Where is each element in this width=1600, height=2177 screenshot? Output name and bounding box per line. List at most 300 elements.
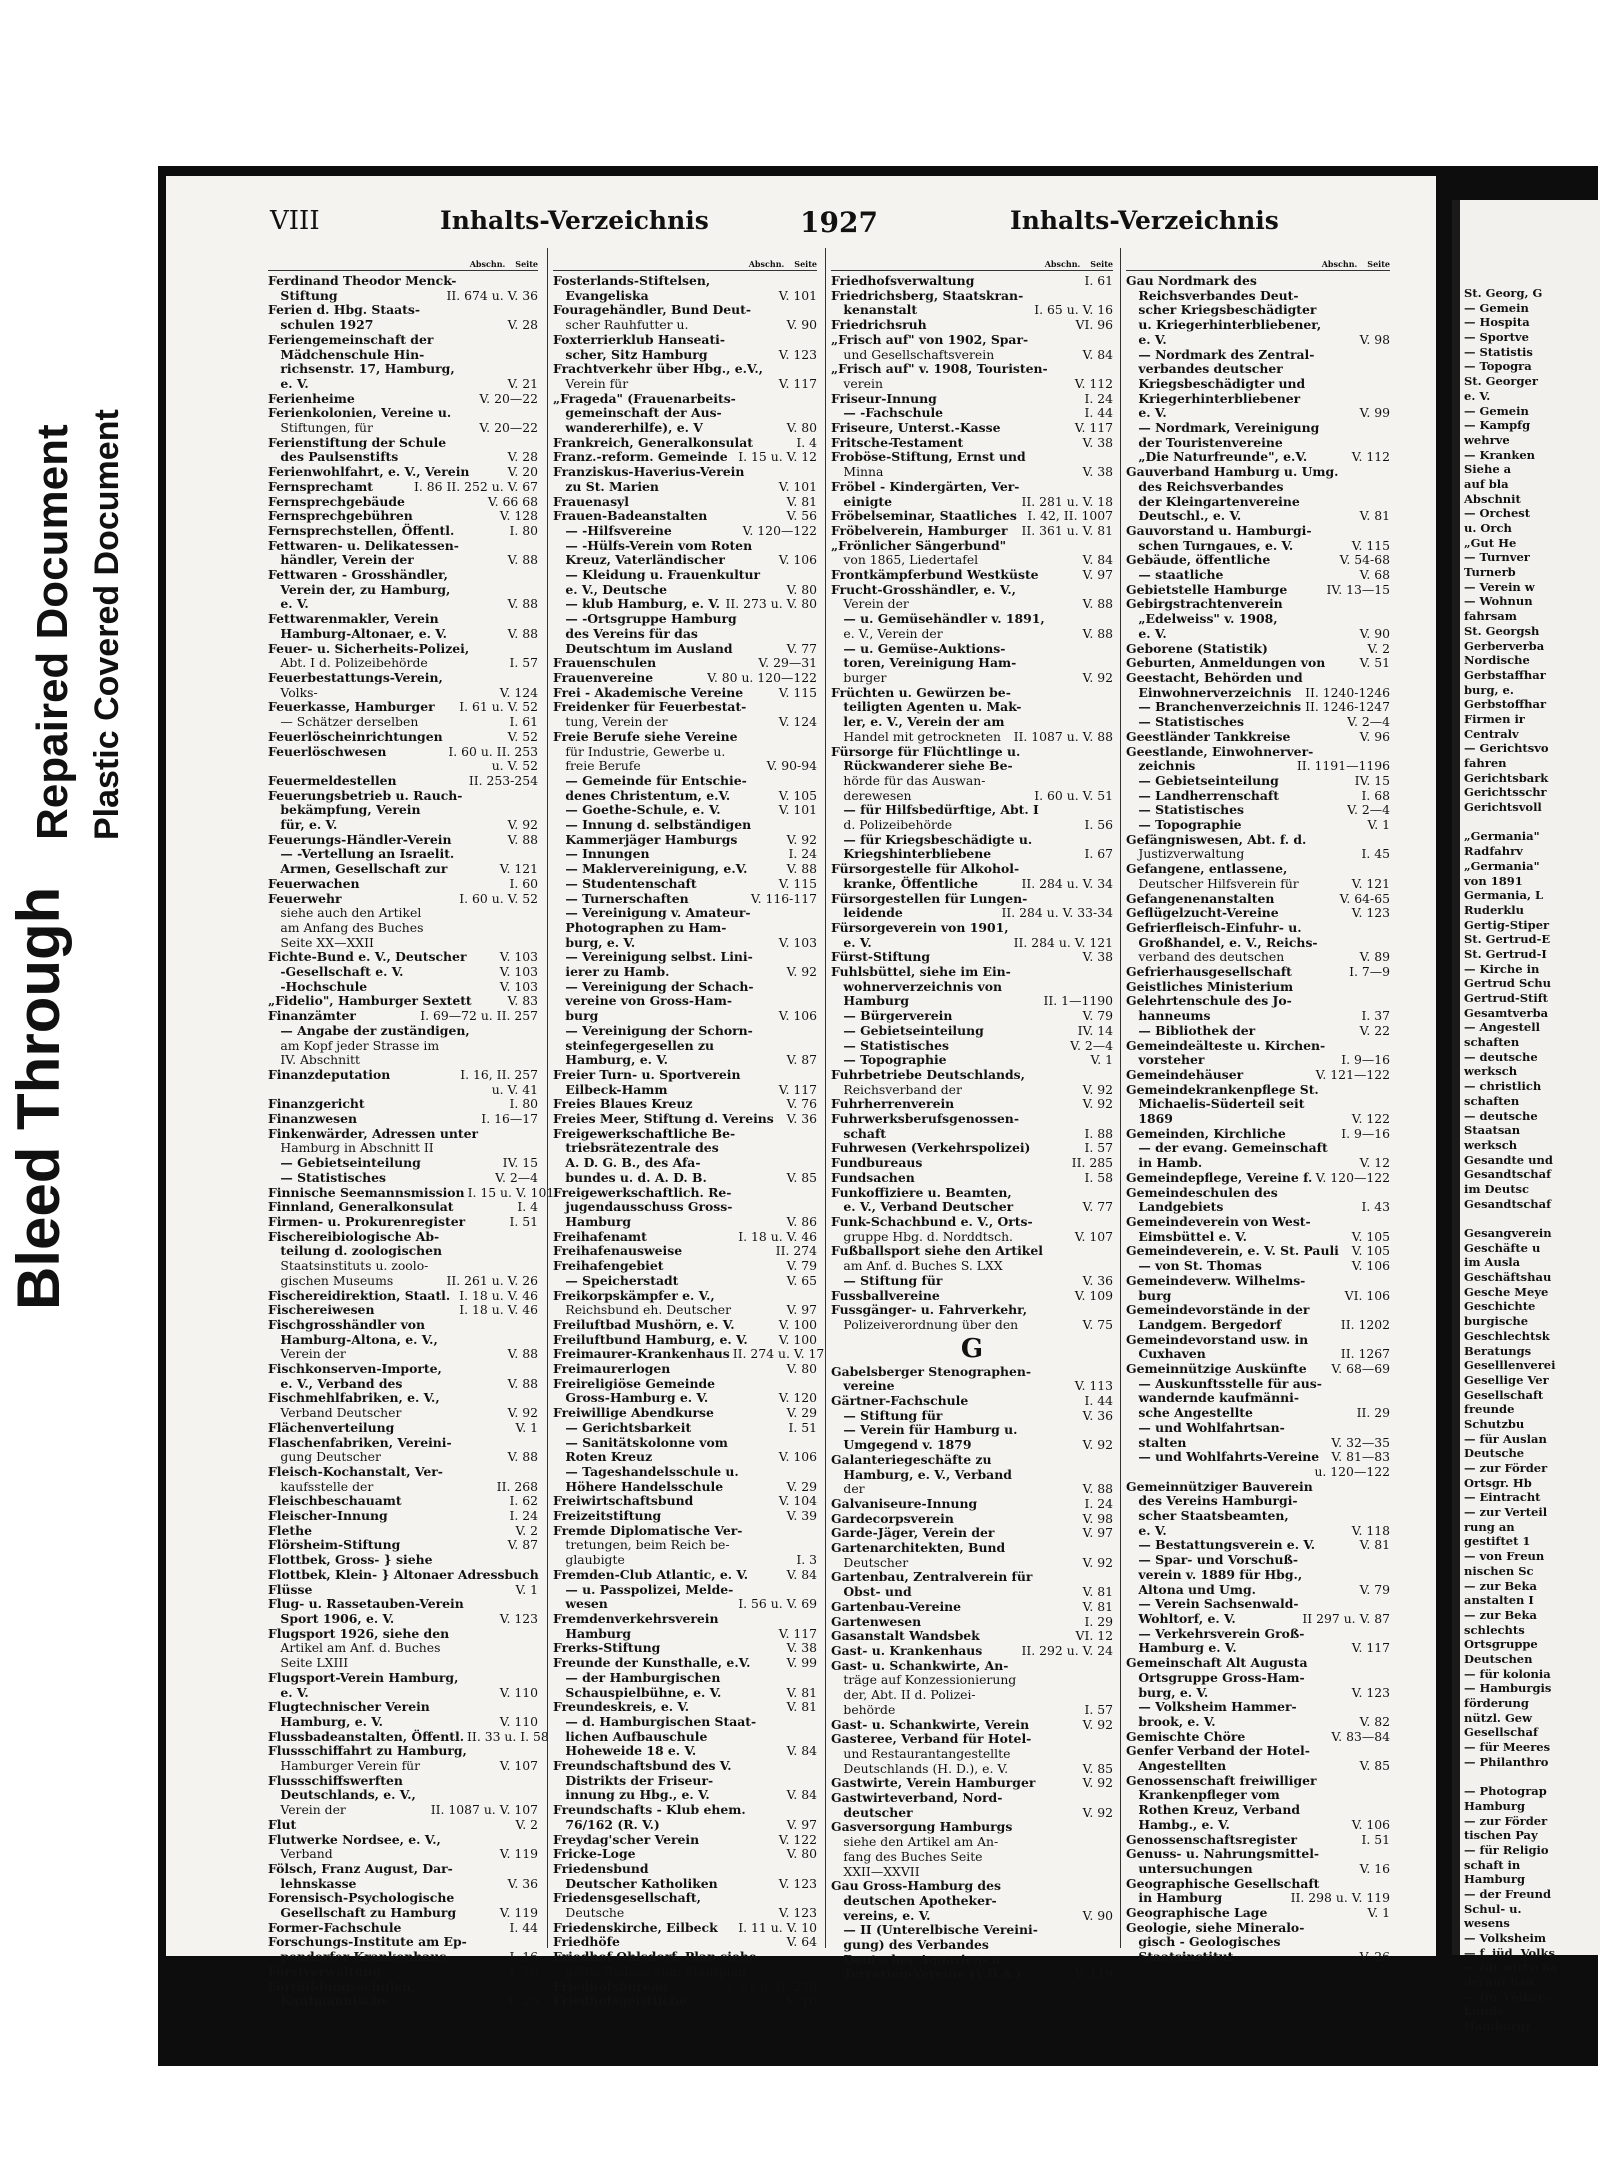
index-entry-reference: V. 92	[1082, 1804, 1113, 1820]
index-entry-term: — für Kriegsbeschädigte u.	[831, 831, 1033, 847]
adjacent-page-line: — Sportve	[1464, 330, 1529, 345]
index-entry-reference: I. 16	[509, 1949, 538, 1965]
index-entry	[1126, 1039, 1390, 1054]
index-entry	[553, 303, 817, 318]
index-entry	[1126, 1583, 1390, 1598]
index-entry	[268, 745, 538, 760]
index-entry-term: -Gesellschaft e. V.	[268, 964, 404, 980]
index-entry	[1126, 1333, 1390, 1348]
index-entry-term: Frachtverkehr über Hbg., e.V.,	[553, 361, 763, 377]
index-entry-term: — Vereinigung der Schach-	[553, 978, 754, 994]
index-entry-term: Großhandel, e. V., Reichs-	[1126, 934, 1318, 950]
column-rule	[547, 248, 548, 1948]
index-entry	[268, 1877, 538, 1892]
index-entry	[268, 950, 538, 965]
index-entry	[1126, 1127, 1390, 1142]
adjacent-page-line: wesens	[1464, 1916, 1510, 1931]
adjacent-page-line: u. Orch	[1464, 521, 1512, 535]
index-entry	[1126, 1612, 1390, 1627]
index-entry-term: Hamburg, e. V., Verband	[831, 1466, 1012, 1482]
index-entry-reference: I. 15 u. V. 12	[738, 449, 817, 465]
index-entry	[831, 1215, 1113, 1230]
index-entry-reference: V. 120	[778, 1390, 817, 1406]
index-entry	[831, 1200, 1113, 1215]
index-entry-term: Feuerlöscheinrichtungen	[268, 728, 443, 744]
index-entry-reference: V. 123	[778, 1905, 817, 1921]
index-entry-term: burg, e. V.	[553, 934, 636, 950]
index-entry-term: Rückwanderer siehe Be-	[831, 758, 1013, 774]
index-entry	[1126, 1494, 1390, 1509]
index-entry	[268, 480, 538, 495]
index-entry	[831, 1747, 1113, 1762]
adjacent-page-line: Gerichtsvoll	[1464, 800, 1542, 815]
index-entry-reference: I. 16—17	[481, 1111, 538, 1127]
index-entry-term: in Hamburg	[1126, 1890, 1223, 1906]
index-entry-term: Fuhrwesen (Verkehrspolizei)	[831, 1140, 1031, 1156]
index-entry-term: Former-Fachschule	[268, 1919, 402, 1935]
index-entry	[1126, 1671, 1390, 1686]
index-entry-term: Obst- und	[831, 1584, 912, 1600]
index-entry	[553, 980, 817, 995]
index-entry-term: der Touristenvereine	[1126, 434, 1283, 450]
index-entry-term: Evangeliska	[553, 287, 649, 303]
index-entry-reference: I. 56 u. V. 69	[738, 1596, 817, 1612]
adjacent-page-line: — Orchest	[1464, 506, 1531, 521]
index-entry	[268, 656, 538, 671]
index-entry-term: Gast- u. Schankwirte, Verein	[831, 1716, 1030, 1732]
index-entry-term: Kaufmännische	[268, 1993, 389, 2009]
index-entry	[268, 1774, 538, 1789]
index-entry	[268, 1274, 538, 1289]
index-entry-term: Gesellschaft zu Hamburg	[268, 1905, 457, 1921]
adjacent-page-line: Firmen ir	[1464, 711, 1525, 726]
index-entry-reference: I. 60 u. V. 51	[1034, 787, 1113, 803]
index-entry-reference: I. 65 u. V. 16	[1034, 302, 1113, 318]
index-entry-term: Friedhofsbureau	[553, 1978, 669, 1994]
index-entry-term: Gemeinnütziger Bauverein	[1126, 1478, 1313, 1494]
index-entry-reference: I. 60 u. V. 52	[459, 890, 538, 906]
index-entry-reference: II. 1087 u. V. 88	[1013, 728, 1113, 744]
index-entry-term: „Frisch auf" von 1902, Spar-	[831, 331, 1029, 347]
index-entry-reference: V. 29	[786, 1478, 817, 1494]
index-entry-term: — Gebietseinteilung	[268, 1155, 421, 1171]
index-entry	[1126, 421, 1390, 436]
index-entry	[553, 1289, 817, 1304]
index-entry-term: Fuhrherrenverein	[831, 1096, 955, 1112]
index-entry-term: Landgebiets	[1126, 1199, 1224, 1215]
index-entry	[1126, 1877, 1390, 1892]
index-entry-term: — und Wohlfahrtsan-	[1126, 1419, 1285, 1435]
index-entry-term: Gemeindeälteste u. Kirchen-	[1126, 1037, 1326, 1053]
index-entry-term: Forstverwaltung	[268, 1963, 382, 1979]
adjacent-page-line: — Gerichtsvo	[1464, 741, 1549, 756]
index-entry	[268, 1728, 549, 1745]
index-entry-term: Photographen zu Ham-	[553, 919, 727, 935]
index-entry-term: Fettwaren - Grosshändler,	[268, 567, 448, 583]
index-entry	[831, 568, 1113, 583]
index-entry	[831, 597, 1113, 612]
index-entry-reference: V. 64-65	[1339, 890, 1390, 906]
index-entry-reference: II. 1191—1196	[1296, 758, 1390, 774]
index-entry-reference: I. 88	[1084, 1125, 1113, 1141]
index-entry-reference: V. 1	[1090, 1052, 1113, 1068]
index-entry	[831, 1703, 1113, 1718]
index-entry-reference: I. 18 u. V. 46	[459, 1302, 538, 1318]
index-entry-term: Staatsinstitut	[1126, 1949, 1234, 1965]
column-header-page: Seite	[794, 259, 817, 269]
index-entry-term: Freiluftbund Hamburg, e. V.	[553, 1331, 748, 1347]
index-entry-reference: V. 66 68	[487, 493, 538, 509]
index-entry-reference: V. 81—83	[1331, 1449, 1390, 1465]
index-entry-term: Fröbelverein, Hamburger	[831, 522, 1008, 538]
index-entry	[1126, 1553, 1390, 1568]
index-entry	[831, 1776, 1113, 1791]
index-entry-term: Feuerwachen	[268, 875, 360, 891]
index-entry	[553, 1200, 817, 1215]
index-entry-reference: I. 57	[1084, 1701, 1113, 1717]
index-entry	[268, 1715, 538, 1730]
index-entry-term: Forensisch-Psychologische	[268, 1890, 455, 1906]
index-entry	[553, 1039, 817, 1054]
index-entry	[1126, 362, 1390, 377]
index-entry-term: Gemeindepflege, Vereine f.	[1126, 1169, 1313, 1185]
index-entry-term: Finnland, Generalkonsulat	[268, 1199, 454, 1215]
index-column-4	[1126, 258, 1390, 1965]
index-entry-term: Freiwillige Abendkurse	[553, 1405, 714, 1421]
index-entry-term: Gauvorstand u. Hamburgi-	[1126, 522, 1312, 538]
index-entry-reference: V. 97	[786, 1302, 817, 1318]
index-entry-reference: V. 85	[786, 1169, 817, 1185]
adjacent-page-line: Deutschen	[1464, 1651, 1533, 1666]
index-entry-term: Freies Meer, Stiftung d. Vereins	[553, 1111, 774, 1127]
index-entry-term: Fremde Diplomatische Ver-	[553, 1522, 743, 1538]
index-entry	[1126, 1744, 1390, 1759]
index-entry-reference: V. 120—122	[1315, 1169, 1390, 1185]
index-entry-term: Gefrierhausgesellschaft	[1126, 964, 1292, 980]
index-entry-term: behörde	[831, 1701, 896, 1717]
index-entry-term: Deutschl., e. V.	[1126, 508, 1242, 524]
index-entry	[268, 818, 538, 833]
adjacent-page-line: Centralv	[1464, 726, 1519, 741]
index-entry	[831, 980, 1113, 995]
index-entry-reference: V. 38	[786, 1640, 817, 1656]
index-entry	[268, 1744, 538, 1759]
index-entry	[268, 1553, 538, 1568]
index-entry-reference: V. 115	[1351, 537, 1390, 553]
index-entry-reference: V. 80	[786, 1846, 817, 1862]
index-entry-term: Gefängniswesen, Abt. f. d.	[1126, 831, 1307, 847]
index-entry-reference: V. 65	[786, 1272, 817, 1288]
index-entry-term: von 1865, Liedertafel	[831, 552, 979, 568]
index-entry	[553, 1362, 817, 1377]
index-entry-term: Gemeinschaft Alt Augusta	[1126, 1655, 1308, 1671]
index-entry-term: Fischereibiologische Ab-	[268, 1228, 440, 1244]
index-entry-term: tung, Verein der	[553, 714, 668, 730]
index-entry	[553, 392, 817, 407]
index-entry	[831, 1274, 1113, 1289]
index-entry	[831, 789, 1113, 804]
index-entry-term: e. V., Verband Deutscher	[831, 1199, 1014, 1215]
index-entry	[1126, 436, 1390, 451]
index-entry-term: Fussballvereine	[831, 1287, 940, 1303]
index-entry	[553, 862, 817, 877]
index-entry-reference: I. 51	[509, 1214, 538, 1229]
index-entry-term: lichen Aufbauschule	[553, 1728, 708, 1744]
index-entry-term: leidende	[831, 905, 903, 921]
index-entry	[1126, 892, 1390, 907]
index-entry-reference: I. 16, II. 257	[460, 1066, 538, 1082]
index-entry-term: — Topographie	[1126, 817, 1242, 833]
index-entry-term: Freundschaftsbund des V.	[553, 1758, 732, 1774]
index-entry	[553, 1715, 817, 1730]
adjacent-page-line: — zur Förder	[1464, 1813, 1548, 1828]
index-entry-reference: V. 122	[778, 1831, 817, 1847]
adjacent-page-line: Gerbstoffhar	[1464, 697, 1547, 712]
index-entry-term: kenanstalt	[831, 302, 918, 318]
adjacent-page-line: — Verein w	[1464, 579, 1535, 594]
index-entry-term: e. V.	[268, 596, 309, 612]
index-entry-term: Fleischbeschauamt	[268, 1493, 402, 1509]
index-entry-term: einigte	[831, 493, 892, 509]
index-entry-term: Frauen-Badeanstalten	[553, 508, 708, 524]
index-entry-term: d. Polizeibehörde	[831, 817, 953, 833]
index-entry-reference: I. 45	[1361, 846, 1390, 862]
index-entry-reference: I. 18 u. V. 46	[459, 1287, 538, 1303]
index-entry-reference: I. 57	[1084, 1140, 1113, 1156]
index-entry	[553, 1524, 817, 1539]
index-entry	[268, 1538, 538, 1553]
index-entry-term: Feuerwehr	[268, 890, 342, 906]
index-entry	[268, 715, 538, 730]
index-entry-term: — Bürgerverein	[831, 1008, 953, 1024]
index-entry-term: — Topographie	[831, 1052, 947, 1068]
adjacent-page-line: — Angestell	[1464, 1020, 1540, 1035]
index-entry-reference: V. 38	[1082, 949, 1113, 965]
index-entry	[268, 1803, 538, 1818]
index-entry-reference: V. 85	[1359, 1758, 1390, 1774]
index-entry	[553, 1612, 817, 1627]
column-header-page: Seite	[515, 259, 538, 269]
index-entry-term: Frauenschulen	[553, 655, 657, 671]
index-entry-term: scher Kriegsbeschädigter	[1126, 302, 1317, 318]
index-entry-term: Friedhofsgeistliche	[553, 1993, 687, 2009]
index-entry-reference: V. 2	[1367, 640, 1390, 656]
index-entry-term: Fundsachen	[831, 1169, 915, 1185]
index-entry-term: Hamburg	[553, 1214, 632, 1229]
index-entry	[268, 1406, 538, 1421]
index-entry	[553, 318, 817, 333]
index-entry-term: Handel mit getrockneten	[831, 728, 1002, 744]
adjacent-page-line: Siehe a	[1464, 462, 1512, 477]
index-entry-reference: IV. 15	[1354, 772, 1390, 788]
index-entry	[268, 524, 538, 539]
adjacent-page-strip	[1452, 200, 1600, 2034]
index-entry-reference: V. 116-117	[750, 890, 817, 906]
index-entry-term: Fürsorgeverein von 1901,	[831, 919, 1009, 935]
index-entry-reference: V. 105	[1351, 1243, 1390, 1259]
index-entry-reference: I. 80	[509, 522, 538, 538]
index-entry	[1126, 1141, 1390, 1156]
index-entry-term: Volks-	[268, 684, 318, 700]
index-entry-term: denes Christentum, e.V.	[553, 787, 731, 803]
index-entry-term: Fleischer-Innung	[268, 1508, 388, 1524]
index-entry-term: Freigewerkschaftliche Be-	[553, 1125, 736, 1141]
index-entry-term: Galanteriegeschäfte zu	[831, 1451, 992, 1467]
adjacent-page-line: St. Georger	[1464, 374, 1538, 389]
index-entry-term: — Spar- und Vorschuß-	[1126, 1552, 1299, 1568]
index-entry-term: Fouragehändler, Bund Deut-	[553, 302, 752, 318]
index-entry	[553, 348, 817, 363]
index-entry-term: am Kopf jeder Strasse im	[268, 1037, 440, 1053]
index-entry-reference: I. 61 u. V. 52	[459, 699, 538, 715]
index-entry-term: Fölsch, Franz August, Dar-	[268, 1860, 453, 1876]
index-entry	[831, 1659, 1113, 1674]
index-entry-term: Fremden-Club Atlantic, e. V.	[553, 1566, 749, 1582]
index-entry-term: am Anfang des Buches	[268, 919, 424, 935]
index-entry	[268, 1921, 538, 1936]
adjacent-page-line: im Ausla	[1464, 1255, 1521, 1270]
index-entry-reference: II. 292 u. V. 24	[1021, 1642, 1113, 1658]
index-column-3	[831, 258, 1113, 1982]
index-entry	[1126, 1759, 1390, 1774]
index-entry-term: Flächenverteilung	[268, 1419, 395, 1435]
index-entry	[268, 671, 538, 686]
index-entry-reference: I. 15 u. V. 101	[467, 1184, 555, 1200]
index-entry-reference: I. 37	[1361, 1008, 1390, 1024]
adjacent-page-line: Gertrud-Stift	[1464, 991, 1548, 1005]
index-entry-reference: V. 112	[1351, 449, 1390, 465]
index-entry	[1126, 289, 1390, 304]
index-entry-term: gemeinschaft der Aus-	[553, 405, 722, 421]
index-entry-term: — -Vertellung an Israelit.	[268, 846, 455, 862]
adjacent-page-line: nischen Sc	[1464, 1563, 1534, 1578]
index-entry	[268, 1788, 538, 1803]
index-entry	[831, 1409, 1113, 1424]
index-entry	[831, 289, 1113, 304]
index-entry-reference: V. 90	[786, 317, 817, 333]
adjacent-page-line: — Photograp	[1464, 1784, 1547, 1799]
index-entry-term: in Hamb.	[1126, 1155, 1203, 1171]
index-entry-term: Freireligiöse Gemeinde	[553, 1375, 716, 1391]
index-entry-term: gisch - Geologisches	[1126, 1934, 1281, 1950]
index-entry	[1126, 1362, 1390, 1377]
index-entry-reference: I. 24	[1084, 1495, 1113, 1511]
index-entry-reference: V. 28	[507, 317, 538, 333]
index-entry-reference: II. 281 u. V. 18	[1021, 493, 1113, 509]
index-entry	[1126, 1303, 1390, 1318]
index-entry	[1126, 1862, 1390, 1877]
adjacent-page-line: St. Gertrud-E	[1464, 932, 1551, 947]
index-entry	[268, 1818, 538, 1833]
index-entry-term: Flutwerke Nordsee, e. V.,	[268, 1831, 441, 1847]
index-entry	[553, 1244, 817, 1259]
index-entry-reference: V. 90	[1359, 625, 1390, 641]
index-entry-term: e. V.	[1126, 625, 1167, 641]
index-entry-term: burg	[553, 1008, 599, 1024]
index-entry	[1126, 1421, 1390, 1436]
index-entry	[553, 1950, 817, 1965]
adjacent-page-line: werksch	[1464, 1137, 1518, 1152]
index-entry-term: Froböse-Stiftung, Ernst und	[831, 449, 1026, 465]
index-entry-term: teiligten Agenten u. Mak-	[831, 699, 1022, 715]
index-entry	[831, 1289, 1113, 1304]
index-entry-term: Fundbureaus	[831, 1155, 923, 1171]
index-entry-reference: V. 81	[786, 1684, 817, 1700]
index-entry-reference: V. 32—35	[1331, 1434, 1390, 1450]
index-entry-term: Fricke-Loge	[553, 1846, 636, 1862]
index-entry-term: e. V.	[268, 375, 309, 391]
index-entry-term: Deutscher Aquarien- u.	[831, 1951, 1006, 1967]
index-entry	[268, 495, 538, 510]
index-entry-term: 1869	[1126, 1111, 1173, 1127]
index-entry-term: träge auf Konzessionierung	[831, 1672, 1017, 1688]
index-entry	[1126, 818, 1390, 833]
index-entry	[1126, 1891, 1390, 1906]
index-entry	[268, 1450, 538, 1465]
index-entry-reference: II. 253-254	[468, 772, 538, 788]
index-entry-reference: V. 2	[515, 1816, 538, 1832]
adjacent-page-line	[1464, 1211, 1558, 1226]
index-entry-term: verbandes deutscher	[1126, 361, 1283, 377]
index-entry-term: Einwohnerverzeichnis	[1126, 684, 1292, 700]
index-entry-term: Gelehrtenschule des Jo-	[1126, 993, 1292, 1009]
index-entry-reference: V. 117	[1351, 1640, 1390, 1656]
index-entry-term: Freihafenamt	[553, 1228, 647, 1244]
index-entry-term: e. V.	[1126, 405, 1167, 421]
index-entry-term: Gemeindeverein, e. V. St. Pauli	[1126, 1243, 1339, 1259]
index-entry-reference: V. 106	[1351, 1816, 1390, 1832]
index-entry-term: XXII—XXVII	[831, 1863, 920, 1879]
index-entry-reference: V. 68—69	[1331, 1361, 1390, 1377]
adjacent-page-line: Ruderklu	[1464, 902, 1525, 917]
index-entry	[1126, 333, 1390, 348]
index-entry-term: Freigewerkschaftlich. Re-	[553, 1184, 732, 1200]
index-entry	[553, 1024, 817, 1039]
index-entry	[553, 1450, 817, 1465]
adjacent-page-line: St. Georg, G	[1464, 286, 1543, 300]
margin-label-bleed-through: Bleed Through	[5, 886, 72, 1310]
adjacent-page-line: rung an	[1464, 1519, 1515, 1534]
index-entry-term: Gastwirteverband, Nord-	[831, 1790, 1003, 1806]
index-entry-term: Frerks-Stiftung	[553, 1640, 661, 1656]
index-entry	[831, 1526, 1113, 1541]
index-entry	[268, 1391, 538, 1406]
index-entry	[831, 1112, 1113, 1127]
index-entry-term: Freimaurerlogen	[553, 1361, 671, 1377]
index-entry-term: Deutsche	[553, 1905, 625, 1921]
index-entry-reference: V. 88	[1082, 1481, 1113, 1497]
index-entry-term: Funkoffiziere u. Beamten,	[831, 1184, 1012, 1200]
index-entry	[268, 980, 538, 995]
index-entry	[831, 965, 1113, 980]
index-entry-term: scher, Sitz Hamburg	[553, 346, 708, 362]
index-entry-reference: V. 80	[786, 1361, 817, 1377]
index-entry-term: sche Angestellte	[1126, 1405, 1253, 1421]
index-entry-term: Gemeindevorstände in der	[1126, 1302, 1310, 1318]
column-header-section: Abschn.	[748, 259, 785, 269]
index-entry-term: Finkenwärder, Adressen unter	[268, 1125, 479, 1141]
index-entry-reference: V. 81	[1082, 1584, 1113, 1600]
index-entry	[1126, 1656, 1390, 1671]
index-entry	[553, 936, 817, 951]
index-entry-term: gruppe Hbg. d. Norddtsch.	[831, 1228, 1013, 1244]
adjacent-page-line: wehrve	[1464, 432, 1510, 447]
index-entry-term: Reichsverband der	[831, 1081, 962, 1097]
index-entry-term: Fürsorge für Flüchtlinge u.	[831, 743, 1021, 759]
index-entry	[268, 1833, 538, 1848]
index-entry-term: Kriegshinterbliebene	[831, 846, 992, 862]
index-entry	[268, 274, 538, 289]
